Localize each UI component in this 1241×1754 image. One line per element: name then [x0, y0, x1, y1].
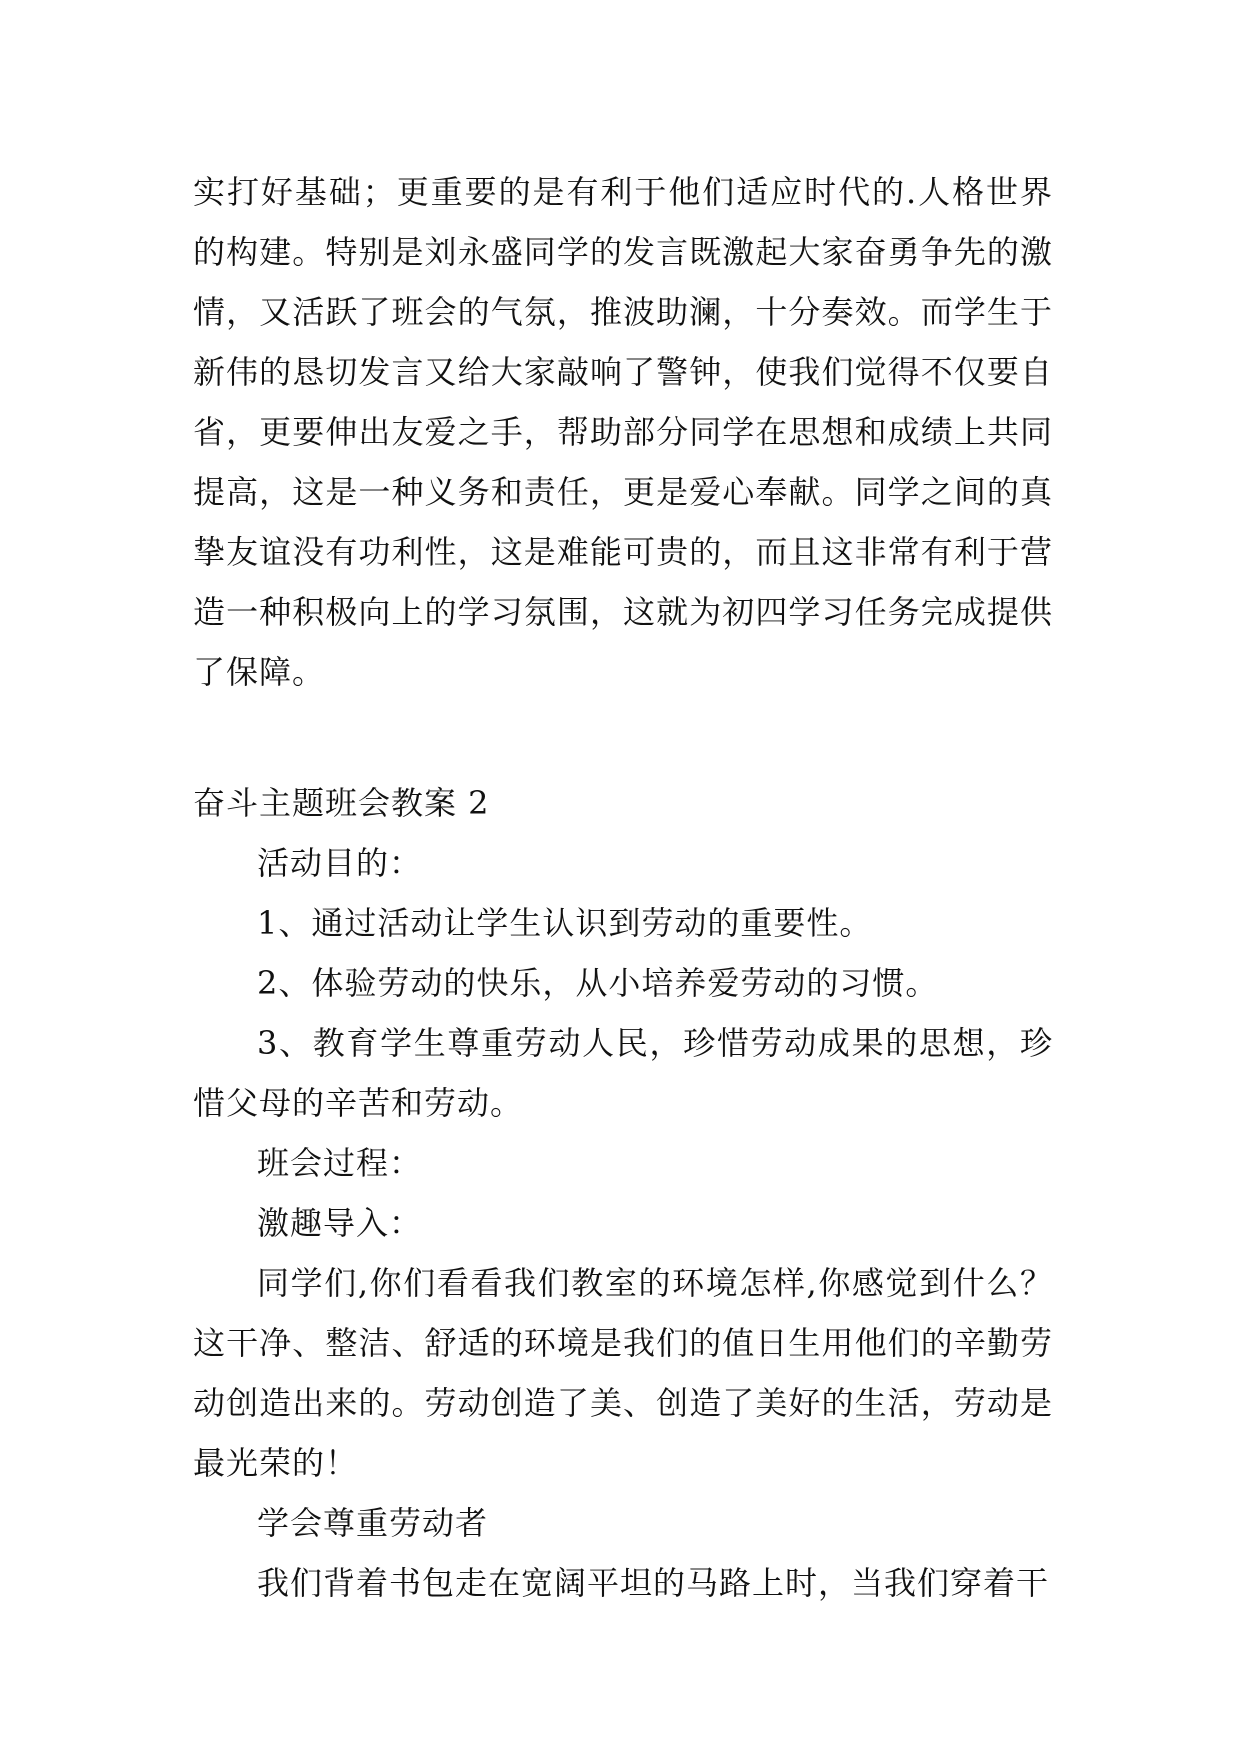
- paragraph-activity-goal-heading: 活动目的：: [257, 844, 423, 882]
- paragraph-goal-2: 2、体验劳动的快乐，从小培养爱劳动的习惯。: [257, 964, 939, 1002]
- paragraph-goal-3: 3、教育学生尊重劳动人民，珍惜劳动成果的思想，珍惜父母的辛苦和劳动。: [193, 1024, 1053, 1122]
- paragraph-goal-1: 1、通过活动让学生认识到劳动的重要性。: [257, 904, 873, 942]
- continued-paragraph: 实打好基础；更重要的是有利于他们适应时代的.人格世界的构建。特别是刘永盛同学的发言既激起大家奋勇争先的激情，又活跃了班会的气氛，推波助澜，十分奏效。而学生于新伟的恳切发言又给大家敲响了警钟，使我们觉得不仅要自省，更要伸出友爱之手，帮助部分同学在思想和成绩上共同提高，这是一种义务和责任，更是爱心奉献。同学之间的真挚友谊没有功利性，这是难能可贵的，而且这非常有利于营造一种积极向上的学习氛围，这就为初四学习任务完成提供了保障。: [193, 173, 1053, 691]
- paragraph-respect-body: 我们背着书包走在宽阔平坦的马路上时，当我们穿着干: [257, 1564, 1050, 1602]
- document-page: [193, 162, 1053, 1613]
- paragraph-intro-body: 同学们,你们看看我们教室的环境怎样,你感觉到什么？这干净、整洁、舒适的环境是我们的值日生用他们的辛勤劳动创造出来的。劳动创造了美、创造了美好的生活，劳动是最光荣的！: [193, 1264, 1053, 1482]
- section-title: 奋斗主题班会教案 2: [193, 784, 490, 822]
- paragraph-respect-heading: 学会尊重劳动者: [257, 1504, 489, 1542]
- paragraph-intro-heading: 激趣导入：: [257, 1204, 423, 1242]
- paragraph-process-heading: 班会过程：: [257, 1144, 423, 1182]
